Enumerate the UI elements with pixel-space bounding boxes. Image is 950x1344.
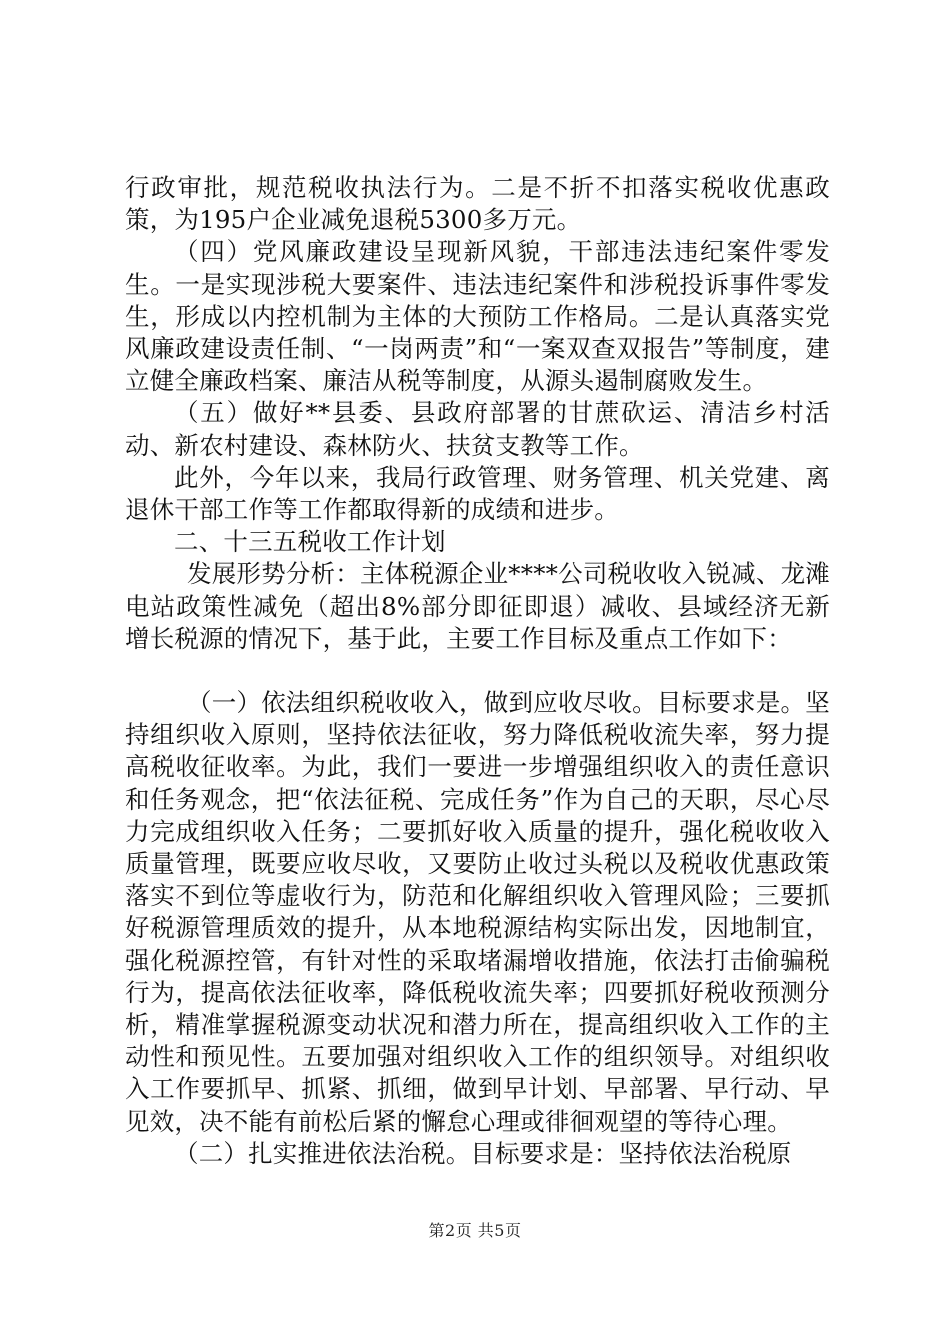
- paragraph-other-achievements: 此外，今年以来，我局行政管理、财务管理、机关党建、离退休干部工作等工作都取得新的成绩和进步。: [125, 462, 830, 525]
- paragraph-development-analysis: 发展形势分析：主体税源企业****公司税收收入锐减、龙滩电站政策性减免（超出8%部分即征即退）减收、县域经济无新增长税源的情况下，基于此，主要工作目标及重点工作如下：: [125, 559, 830, 653]
- page-indicator: 第2页 共5页: [428, 1221, 522, 1240]
- paragraph-plan-two: （二）扎实推进依法治税。目标要求是：坚持依法治税原: [174, 1138, 792, 1168]
- document-body: [125, 172, 830, 1170]
- page-footer: [0, 1218, 950, 1241]
- paragraph-section-four: （四）党风廉政建设呈现新风貌，干部违法违纪案件零发生。一是实现涉税大要案件、违法违纪案件和涉税投诉事件零发生，形成以内控机制为主体的大预防工作格局。二是认真落实党风廉政建设责任制、“一岗两责”和“一案双查双报告”等制度，建立健全廉政档案、廉洁从税等制度，从源头遏制腐败发生。: [125, 237, 830, 396]
- paragraph-section-five: （五）做好**县委、县政府部署的甘蔗砍运、清洁乡村活动、新农村建设、森林防火、扶贫支教等工作。: [125, 398, 830, 460]
- section-heading-plan: 二、十三五税收工作计划: [174, 527, 446, 557]
- paragraph-plan-one: （一）依法组织税收收入，做到应收尽收。目标要求是。坚持组织收入原则，坚持依法征收，努力降低税收流失率，努力提高税收征收率。为此，我们一要进一步增强组织收入的责任意识和任务观念，把“依法征税、完成任务”作为自己的天职，尽心尽力完成组织收入任务；二要抓好收入质量的提升，强化税收收入质量管理，既要应收尽收，又要防止收过头税以及税收优惠政策落实不到位等虚收行为，防范和化解组织收入管理风险；三要抓好税源管理质效的提升，从本地税源结构实际出发，因地制宜，强化税源控管，有针对性的采取堵漏增收措施，依法打击偷骗税行为，提高依法征收率，降低税收流失率；四要抓好税收预测分析，精准掌握税源变动状况和潜力所在，提高组织收入工作的主动性和预见性。五要加强对组织收入工作的组织领导。对组织收入工作要抓早、抓紧、抓细，做到早计划、早部署、早行动、早见效，决不能有前松后紧的懈怠心理或徘徊观望的等待心理。: [125, 688, 830, 1136]
- paragraph-preferential-policy: 行政审批，规范税收执法行为。二是不折不扣落实税收优惠政策，为195户企业减免退税5300多万元。: [125, 173, 830, 235]
